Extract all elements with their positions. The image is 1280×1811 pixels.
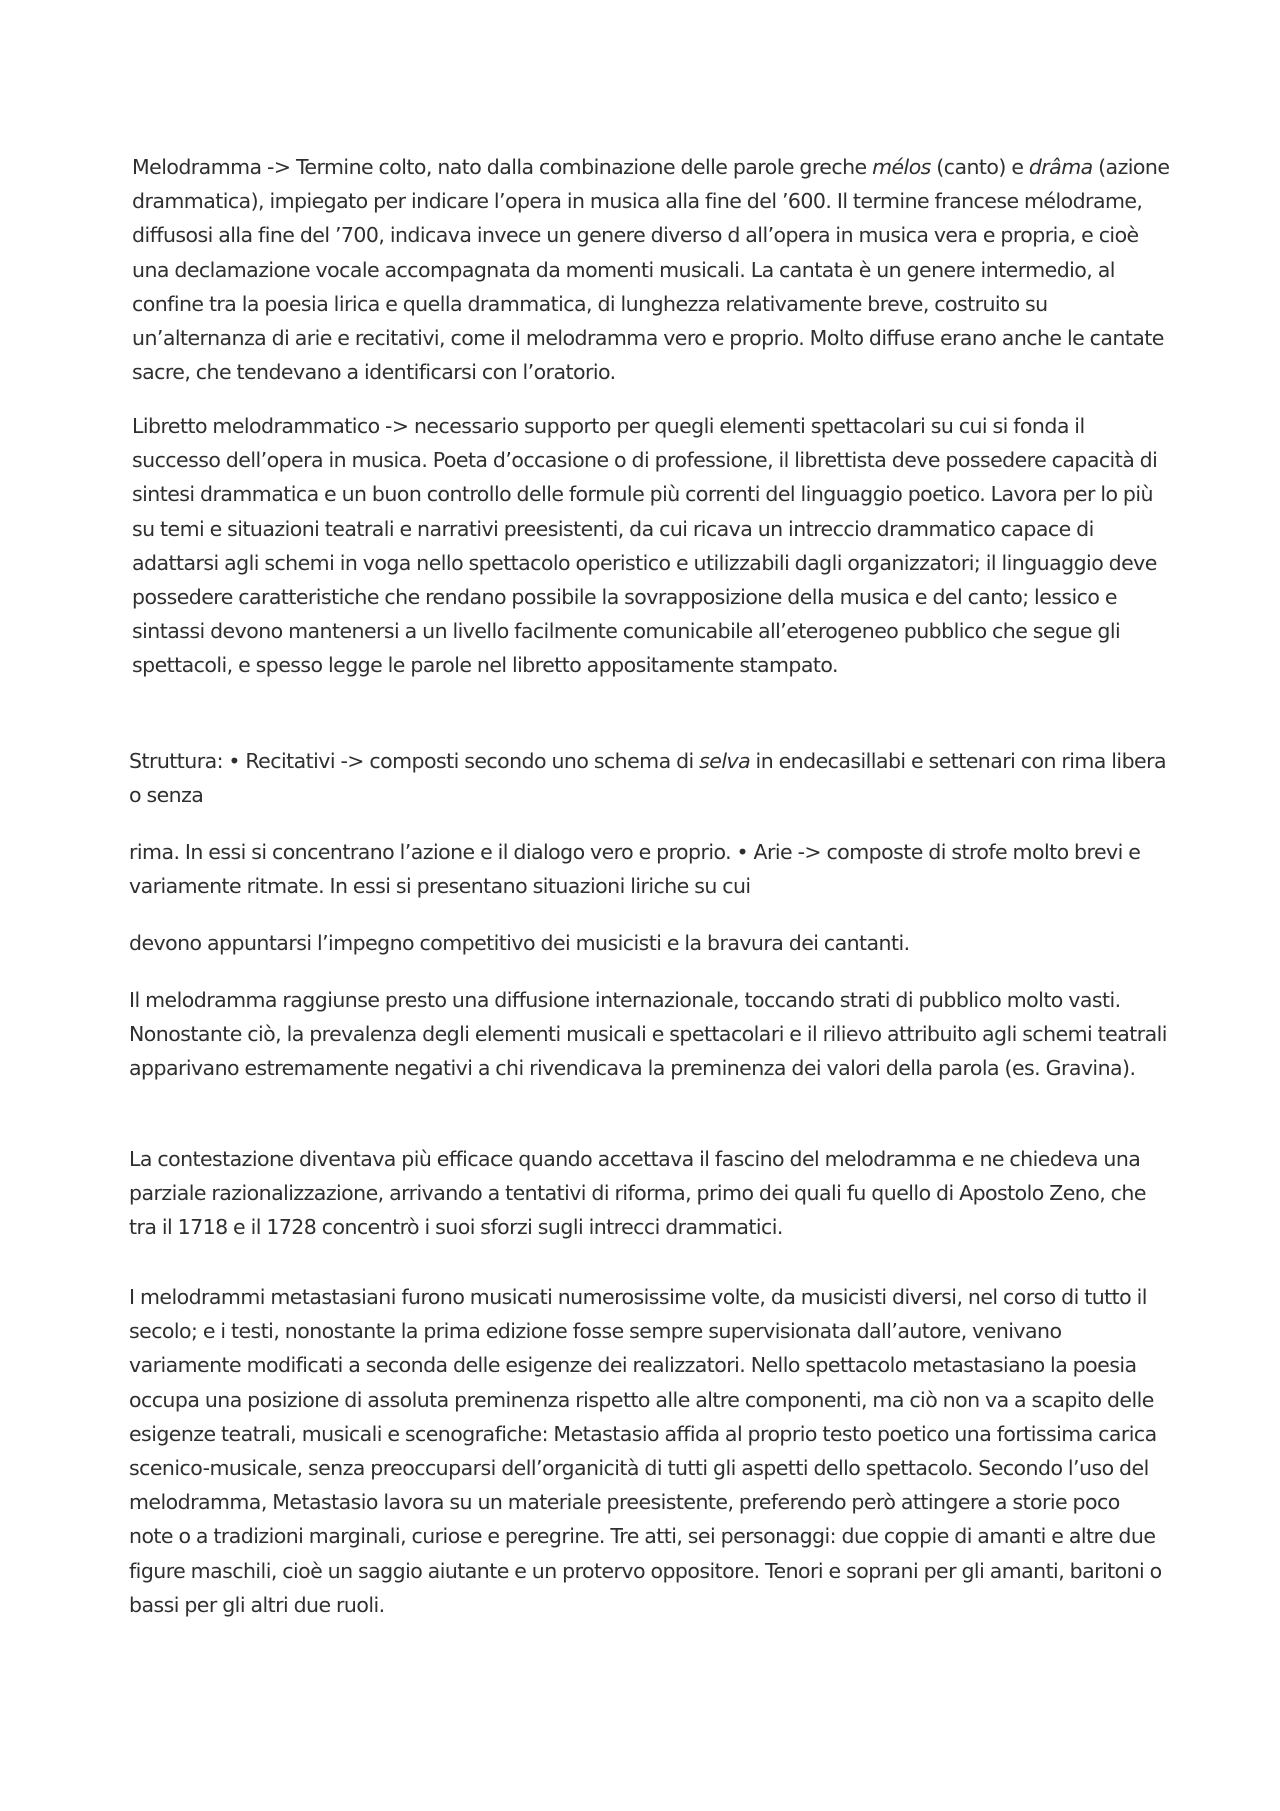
p1-text-e: (azione drammatica), impiegato per indicare l’opera in musica alla fine del ’600. Il termine francese mélodrame, diffusosi alla fine del ’700, indicava invece un genere diverso d all’opera in musica vera e propria, e cioè una declamazione vocale accompagnata da momenti musicali. La cantata è un genere intermedio, al confine tra la poesia lirica e quella drammatica, di lunghezza relativamente breve, costruito su un’alternanza di arie e recitativi, come il melodramma vero e proprio. Molto diffuse erano anche le cantate sacre, che tendevano a identificarsi con l’oratorio. xyxy=(132,155,1170,385)
paragraph-struttura xyxy=(129,744,1169,812)
p3-text-c: in endecasillabi e settenari con rima libera o senza xyxy=(129,749,1166,808)
p1-text-c: (canto) e xyxy=(930,155,1029,179)
p3-text-a: Struttura: • Recitativi -> composti secondo uno schema di xyxy=(129,749,700,773)
p1-text-a: Melodramma -> Termine colto, nato dalla combinazione delle parole greche xyxy=(132,155,873,179)
p1-term-melos: mélos xyxy=(872,155,931,179)
paragraph-rima: rima. In essi si concentrano l’azione e il dialogo vero e proprio. • Arie -> composte di strofe molto brevi e variamente ritmate. In essi si presentano situazioni liriche su cui xyxy=(129,840,1141,899)
p1-term-drama: drâma xyxy=(1028,155,1093,179)
paragraph-diffusione: Il melodramma raggiunse presto una diffusione internazionale, toccando strati di pubblico molto vasti. Nonostante ciò, la prevalenza degli elementi musicali e spettacolari e il rilievo attribuito agli schemi teatrali apparivano estremamente negativi a chi rivendicava la preminenza dei valori della parola (es. Gravina). xyxy=(129,988,1167,1081)
p3-term-selva: selva xyxy=(699,749,751,773)
paragraph-melodramma xyxy=(132,150,1172,389)
paragraph-metastasio: I melodrammi metastasiani furono musicati numerosissime volte, da musicisti diversi, nel corso di tutto il secolo; e i testi, nonostante la prima edizione fosse sempre supervisionata dall’autore, venivano variamente modificati a seconda delle esigenze dei realizzatori. Nello spettacolo metastasiano la poesia occupa una posizione di assoluta preminenza rispetto alle altre componenti, ma ciò non va a scapito delle esigenze teatrali, musicali e scenografiche: Metastasio affida al proprio testo poetico una fortissima carica scenico-musicale, senza preoccuparsi dell’organicità di tutti gli aspetti dello spettacolo. Secondo l’uso del melodramma, Metastasio lavora su un materiale preesistente, preferendo però attingere a storie poco note o a tradizioni marginali, curiose e peregrine. Tre atti, sei personaggi: due coppie di amanti e altre due figure maschili, cioè un saggio aiutante e un protervo oppositore. Tenori e soprani per gli amanti, baritoni o bassi per gli altri due ruoli. xyxy=(129,1285,1162,1617)
paragraph-libretto: Libretto melodrammatico -> necessario supporto per quegli elementi spettacolari su cui si fonda il successo dell’opera in musica. Poeta d’occasione o di professione, il librettista deve possedere capacità di sintesi drammatica e un buon controllo delle formule più correnti del linguaggio poetico. Lavora per lo più su temi e situazioni teatrali e narrativi preesistenti, da cui ricava un intreccio drammatico capace di adattarsi agli schemi in voga nello spettacolo operistico e utilizzabili dagli organizzatori; il linguaggio deve possedere caratteristiche che rendano possibile la sovrapposizione della musica e del canto; lessico e sintassi devono mantenersi a un livello facilmente comunicabile all’eterogeneo pubblico che segue gli spettacoli, e spesso legge le parole nel libretto appositamente stampato. xyxy=(132,414,1158,678)
paragraph-devono: devono appuntarsi l’impegno competitivo dei musicisti e la bravura dei cantanti. xyxy=(129,931,910,955)
paragraph-contestazione: La contestazione diventava più efficace quando accettava il fascino del melodramma e ne chiedeva una parziale razionalizzazione, arrivando a tentativi di riforma, primo dei quali fu quello di Apostolo Zeno, che tra il 1718 e il 1728 concentrò i suoi sforzi sugli intrecci drammatici. xyxy=(129,1147,1146,1240)
